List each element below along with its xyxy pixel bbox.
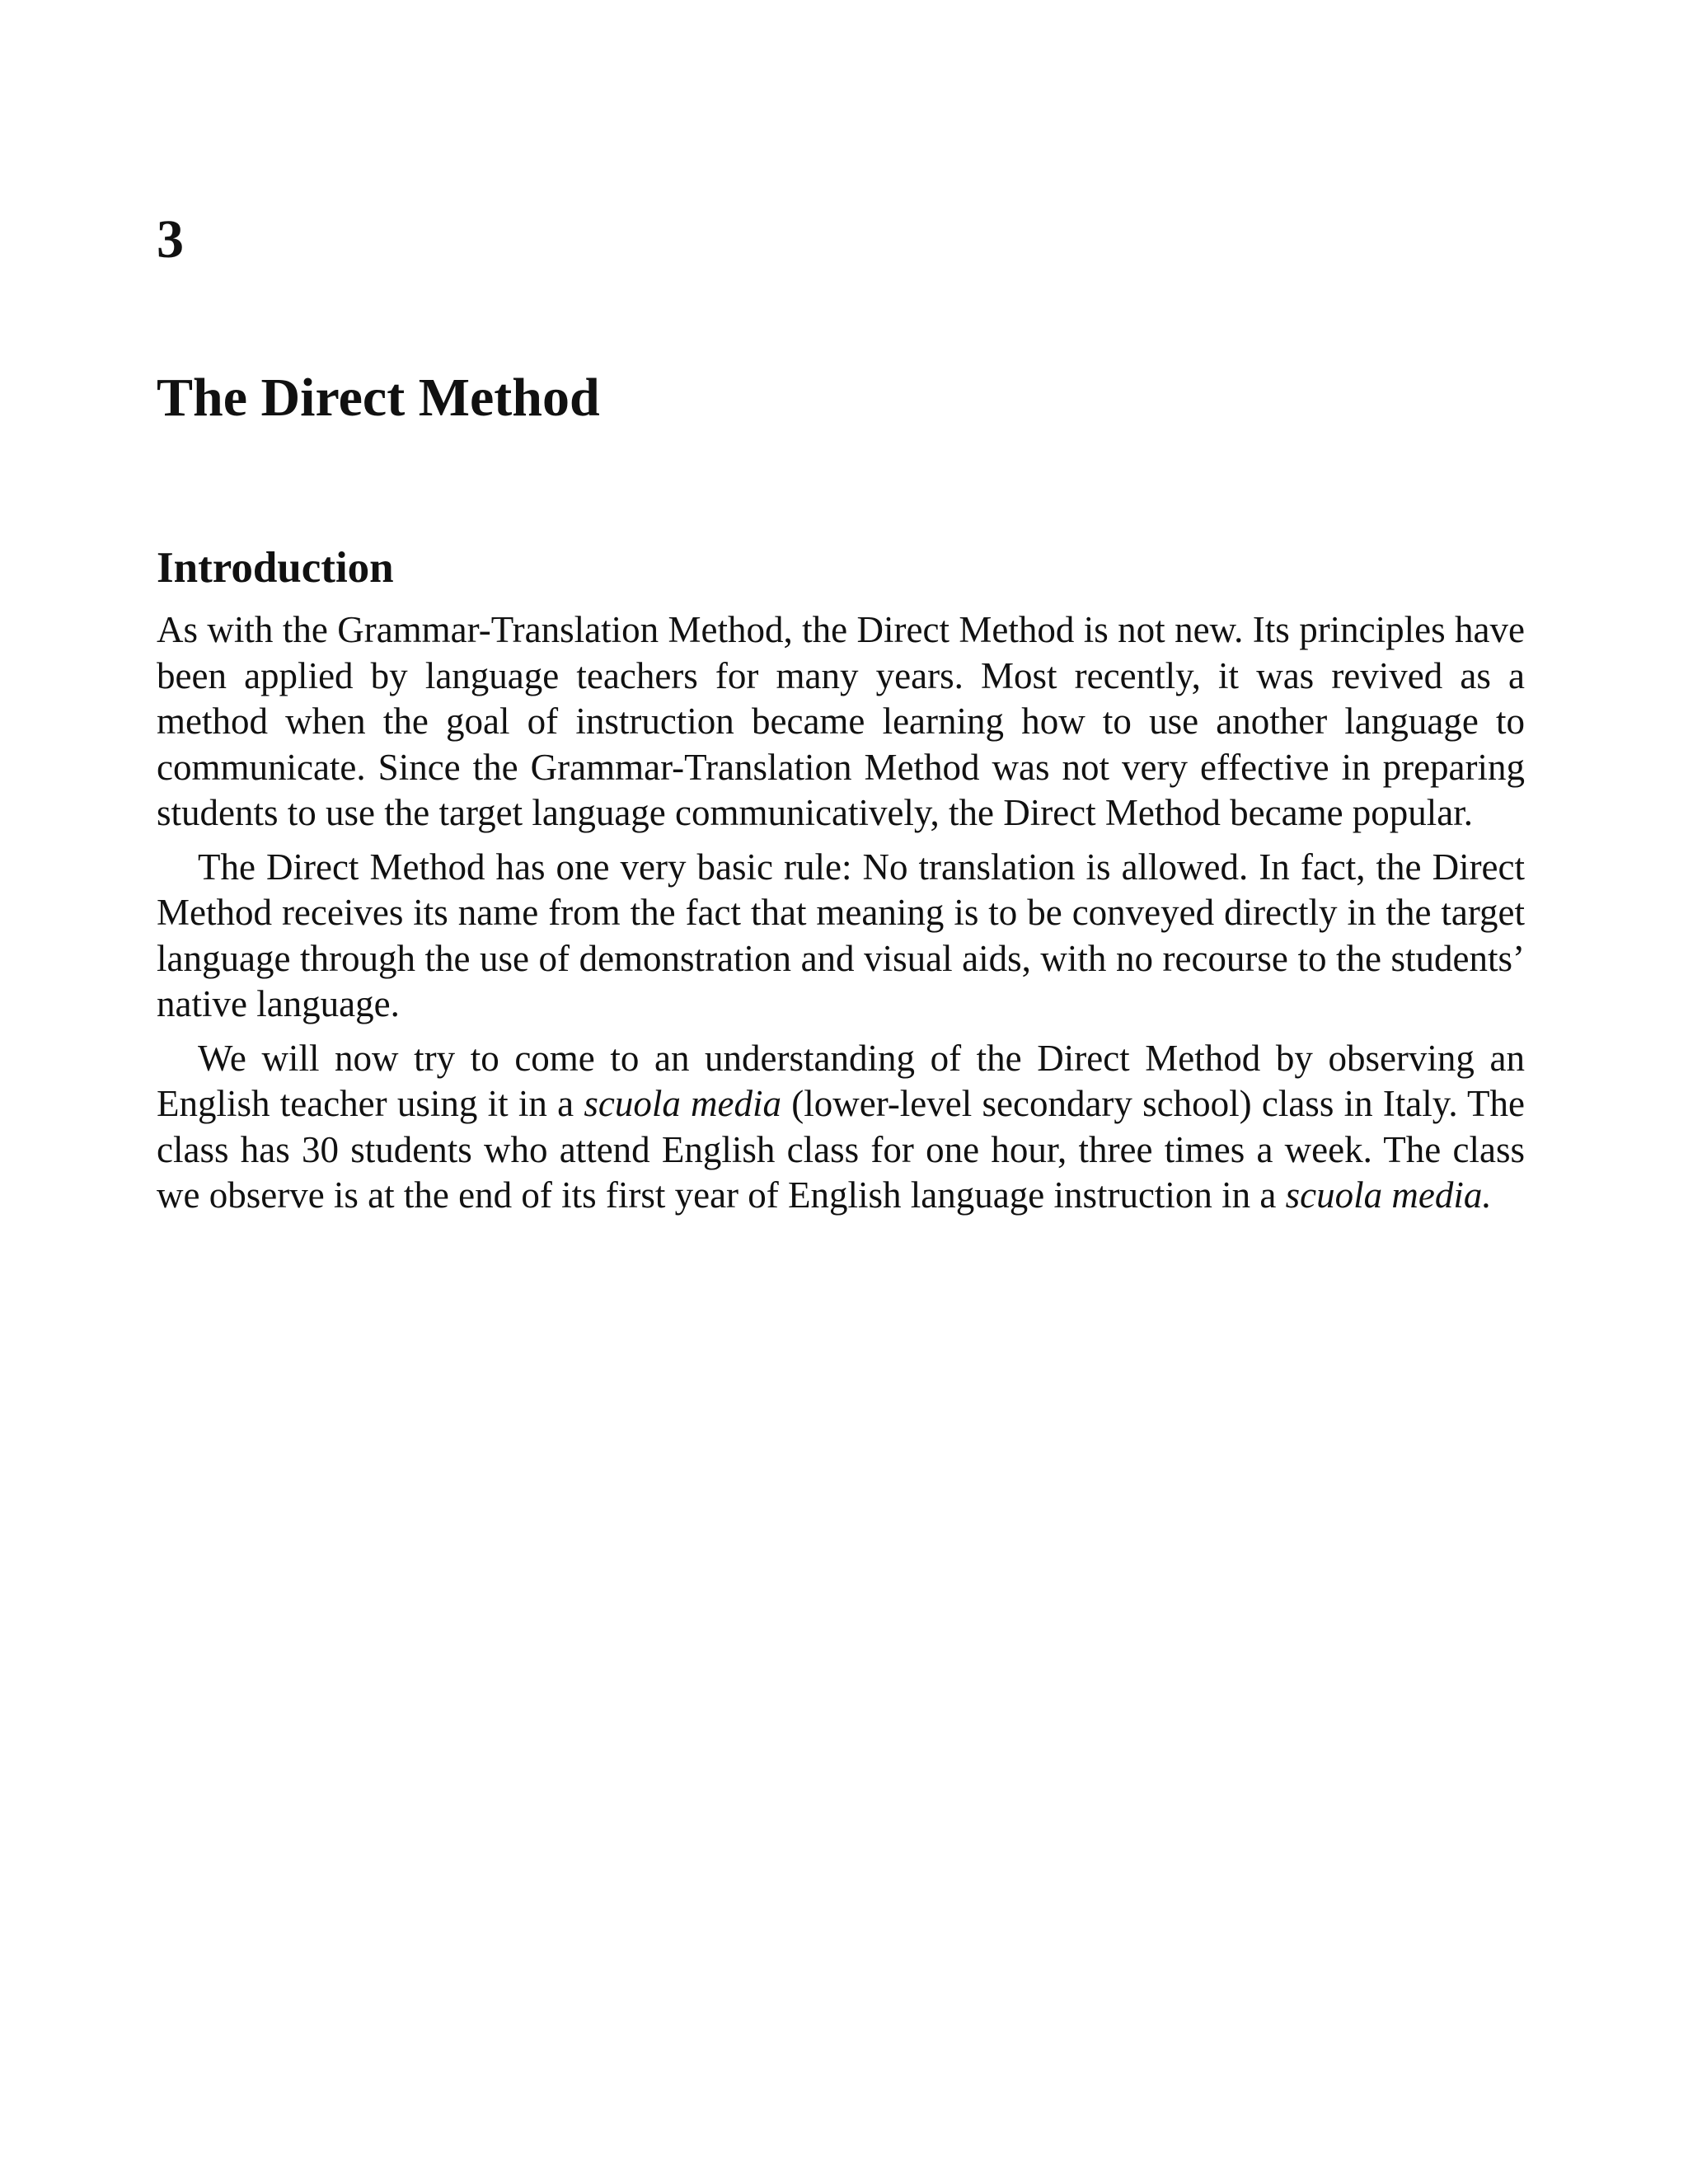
paragraph-3-text-b: (lower-level secondary school) class in Italy. The class has 30 students who attend English class for one hour, three times a week. The class we observe is at the end of its first year of English language instruction in a (157, 1083, 1525, 1216)
paragraph-3 (157, 1036, 1525, 1219)
chapter-number: 3 (157, 209, 184, 269)
body-text (157, 607, 1525, 1227)
paragraph-2: The Direct Method has one very basic rule: No translation is allowed. In fact, the Direct Method receives its name from the fact that meaning is to be conveyed directly in the target language through the use of demonstration and visual aids, with no recourse to the students’ native language. (157, 846, 1525, 1024)
section-heading-introduction: Introduction (157, 544, 394, 592)
chapter-title: The Direct Method (157, 368, 600, 428)
paragraph-3-italic-term-a: scuola media (584, 1083, 782, 1124)
paragraph-3-italic-term-b: scuola media. (1285, 1174, 1492, 1216)
paragraph-1: As with the Grammar-Translation Method, the Direct Method is not new. Its principles have been applied by language teachers for many years. Most recently, it was revived as a method when the goal of instruction became learning how to use another language to communicate. Since the Grammar-Translation Method was not very effective in preparing students to use the target language communicatively, the Direct Method became popular. (157, 609, 1525, 833)
paragraph-3-text-a: We will now try to come to an understanding of the Direct Method by observing an English teacher using it in a (157, 1037, 1525, 1124)
